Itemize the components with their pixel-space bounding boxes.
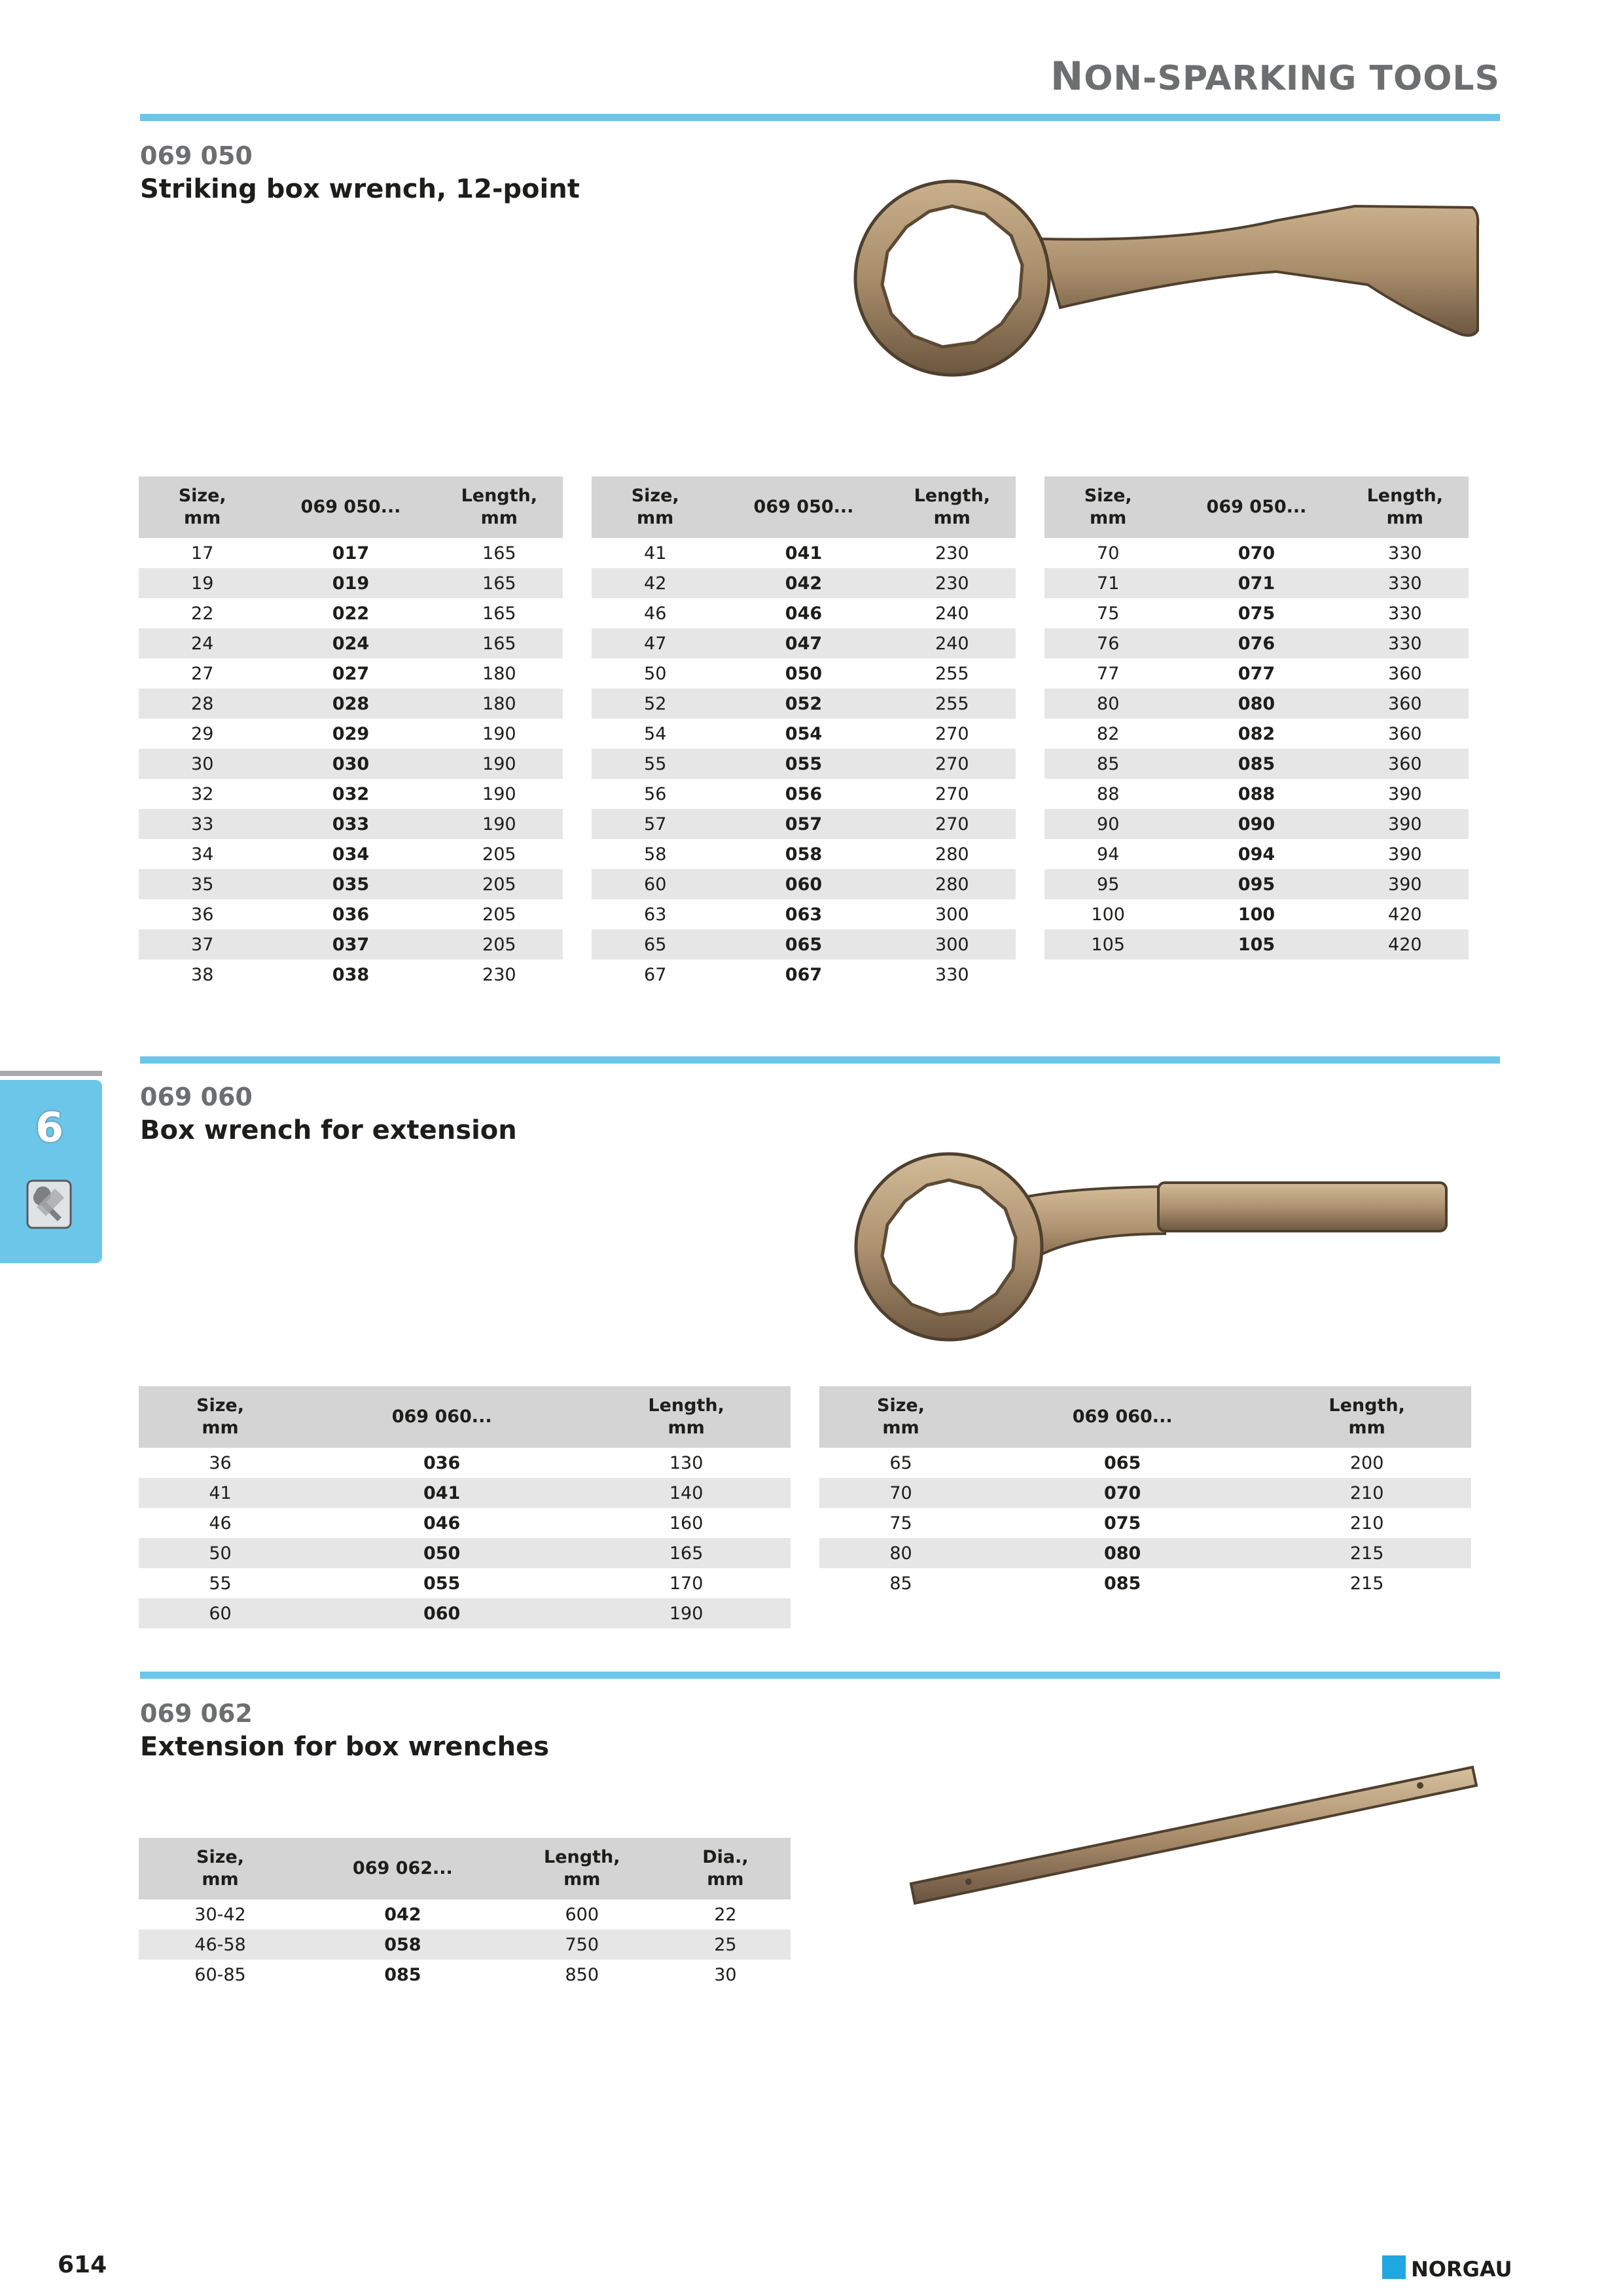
table-cell: 34 (191, 844, 214, 865)
table-cell: 165 (436, 568, 563, 598)
table-cell: 54 (644, 723, 667, 744)
table-cell: 270 (935, 723, 969, 744)
section-title: Box wrench for extension (140, 1115, 517, 1145)
table-cell: 028 (266, 689, 435, 719)
table-row (592, 568, 1016, 598)
table-cell: 70 (1097, 543, 1120, 564)
table-row (1044, 809, 1469, 839)
table-cell: 300 (889, 929, 1016, 960)
table-cell: 054 (785, 723, 823, 744)
section-code: 069 050 (140, 141, 253, 170)
table-cell: 390 (1388, 783, 1422, 804)
table-cell: 052 (719, 689, 888, 719)
table-cell: 022 (332, 603, 370, 624)
table-cell: 280 (889, 869, 1016, 899)
table-cell: 600 (565, 1904, 599, 1925)
size-table-2 (592, 476, 1016, 990)
table-cell: 088 (1238, 783, 1275, 804)
table-cell: 60-85 (194, 1964, 246, 1985)
table-cell: 47 (592, 628, 719, 658)
table-row (819, 1448, 1471, 1478)
table-row (139, 658, 563, 689)
table-cell: 280 (935, 844, 969, 865)
table-row (592, 960, 1016, 990)
table-cell: 56 (644, 783, 667, 804)
table-cell: 57 (592, 809, 719, 839)
section-rule (140, 1672, 1500, 1679)
table-cell: 230 (482, 964, 516, 985)
table-cell: 165 (482, 603, 516, 624)
table-cell: 230 (935, 543, 969, 564)
side-tab-rule (0, 1071, 102, 1076)
table-cell: 95 (1044, 869, 1171, 899)
table-cell: 063 (785, 904, 823, 925)
table-cell: 205 (436, 869, 563, 899)
table-cell: 850 (565, 1964, 599, 1985)
table-cell: 046 (423, 1513, 461, 1534)
table-row (139, 1598, 791, 1628)
table-cell: 047 (719, 628, 888, 658)
table-cell: 30-42 (194, 1904, 246, 1925)
table-cell: 200 (1349, 1452, 1384, 1473)
table-cell: 075 (1238, 603, 1275, 624)
box-wrench-extension-image (844, 1149, 1459, 1345)
table-row (139, 598, 563, 628)
table-cell: 255 (935, 663, 969, 684)
col-size: Size, mm (139, 1838, 302, 1899)
table-cell: 33 (139, 809, 266, 839)
col-size: Size, mm (139, 1386, 302, 1448)
header-rule (140, 114, 1500, 121)
table-cell: 070 (982, 1478, 1262, 1508)
col-length: Length, mm (436, 476, 563, 538)
table-row (1044, 929, 1469, 960)
col-length: Length, mm (582, 1386, 791, 1448)
table-cell: 36 (191, 904, 214, 925)
table-cell: 160 (669, 1513, 704, 1534)
col-length: Length, mm (504, 1838, 660, 1899)
table-cell: 180 (482, 663, 516, 684)
table-cell: 390 (1342, 809, 1469, 839)
table-cell: 32 (191, 783, 214, 804)
table-row (1044, 899, 1469, 929)
table-cell: 165 (582, 1538, 791, 1568)
table-row (139, 719, 563, 749)
table-cell: 190 (482, 723, 516, 744)
table-cell: 76 (1044, 628, 1171, 658)
table-row (1044, 869, 1469, 899)
table-cell: 27 (191, 663, 214, 684)
table-row (139, 1960, 791, 1990)
table-cell: 042 (719, 568, 888, 598)
table-cell: 100 (1238, 904, 1275, 925)
table-cell: 205 (482, 904, 516, 925)
table-cell: 085 (1103, 1573, 1141, 1594)
table-row (1044, 568, 1469, 598)
table-cell: 85 (1044, 749, 1171, 779)
table-cell: 071 (1171, 568, 1341, 598)
table-cell: 38 (191, 964, 214, 985)
col-article: 069 050... (266, 476, 435, 538)
table-cell: 085 (384, 1964, 421, 1985)
table-cell: 056 (785, 783, 823, 804)
table-cell: 085 (1171, 749, 1341, 779)
table-cell: 094 (1238, 844, 1275, 865)
table-cell: 215 (1349, 1573, 1384, 1594)
table-cell: 390 (1388, 844, 1422, 865)
table-cell: 057 (719, 809, 888, 839)
table-cell: 60 (139, 1598, 302, 1628)
table-row (139, 568, 563, 598)
table-cell: 35 (139, 869, 266, 899)
table-cell: 055 (719, 749, 888, 779)
col-length: Length, mm (889, 476, 1016, 538)
table-cell: 88 (1097, 783, 1120, 804)
table-cell: 017 (332, 543, 370, 564)
table-row (819, 1568, 1471, 1598)
table-row (592, 538, 1016, 568)
table-row (592, 749, 1016, 779)
table-row (139, 1538, 791, 1568)
table-cell: 033 (266, 809, 435, 839)
table-cell: 080 (982, 1538, 1262, 1568)
size-table-5 (819, 1386, 1471, 1598)
table-cell: 46 (644, 603, 667, 624)
table-cell: 94 (1097, 844, 1120, 865)
table-row (1044, 658, 1469, 689)
table-row (139, 779, 563, 809)
table-cell: 75 (1097, 603, 1120, 624)
table-row (139, 1568, 791, 1598)
table-row (139, 538, 563, 568)
table-cell: 55 (209, 1573, 232, 1594)
table-cell: 360 (1388, 723, 1422, 744)
table-cell: 29 (191, 723, 214, 744)
table-cell: 190 (482, 783, 516, 804)
table-cell: 63 (644, 904, 667, 925)
table-row (139, 749, 563, 779)
table-cell: 024 (266, 628, 435, 658)
table-cell: 255 (889, 689, 1016, 719)
col-length: Length, mm (1342, 476, 1469, 538)
col-diameter: Dia., mm (660, 1838, 791, 1899)
table-row (1044, 839, 1469, 869)
table-cell: 390 (1342, 869, 1469, 899)
table-row (592, 899, 1016, 929)
table-cell: 240 (935, 603, 969, 624)
col-size: Size, mm (139, 476, 266, 538)
table-cell: 30 (714, 1964, 737, 1985)
table-cell: 055 (423, 1573, 461, 1594)
table-cell: 71 (1044, 568, 1171, 598)
table-cell: 330 (935, 964, 969, 985)
table-cell: 165 (482, 543, 516, 564)
table-cell: 270 (889, 809, 1016, 839)
table-row (139, 960, 563, 990)
table-row (139, 628, 563, 658)
table-cell: 140 (582, 1478, 791, 1508)
table-cell: 105 (1044, 929, 1171, 960)
col-size: Size, mm (819, 1386, 982, 1448)
table-row (592, 658, 1016, 689)
table-cell: 65 (592, 929, 719, 960)
col-article: 069 050... (1171, 476, 1341, 538)
table-cell: 65 (889, 1452, 912, 1473)
table-cell: 82 (1097, 723, 1120, 744)
table-cell: 210 (1349, 1513, 1384, 1534)
table-cell: 22 (191, 603, 214, 624)
col-article: 069 060... (982, 1386, 1262, 1448)
table-cell: 041 (785, 543, 823, 564)
table-cell: 41 (644, 543, 667, 564)
table-cell: 270 (935, 783, 969, 804)
table-cell: 190 (582, 1598, 791, 1628)
table-row (592, 779, 1016, 809)
table-cell: 035 (266, 869, 435, 899)
table-row (592, 598, 1016, 628)
table-cell: 52 (592, 689, 719, 719)
table-cell: 28 (139, 689, 266, 719)
size-table-1 (139, 476, 563, 990)
table-cell: 029 (332, 723, 370, 744)
striking-box-wrench-image (844, 167, 1486, 389)
table-cell: 027 (332, 663, 370, 684)
section-code: 069 062 (140, 1699, 253, 1728)
size-table-4 (139, 1386, 791, 1628)
table-row (139, 1448, 791, 1478)
page-header-title: NON-SPARKING TOOLS (1050, 54, 1500, 99)
table-cell: 420 (1388, 904, 1422, 925)
size-table-3 (1044, 476, 1469, 960)
table-cell: 360 (1342, 689, 1469, 719)
table-cell: 55 (592, 749, 719, 779)
table-cell: 750 (504, 1929, 660, 1960)
col-article: 069 050... (719, 476, 888, 538)
table-cell: 036 (332, 904, 370, 925)
table-cell: 065 (1103, 1452, 1141, 1473)
table-row (1044, 749, 1469, 779)
table-cell: 058 (785, 844, 823, 865)
table-cell: 075 (1103, 1513, 1141, 1534)
col-size: Size, mm (592, 476, 719, 538)
table-row (139, 1478, 791, 1508)
col-article: 069 060... (302, 1386, 582, 1448)
table-row (139, 689, 563, 719)
table-cell: 042 (384, 1904, 421, 1925)
table-row (1044, 598, 1469, 628)
chapter-number: 6 (35, 1103, 64, 1151)
table-cell: 270 (889, 749, 1016, 779)
brand-logo-square (1382, 2255, 1406, 2279)
table-cell: 30 (139, 749, 266, 779)
table-cell: 80 (819, 1538, 982, 1568)
table-cell: 80 (1044, 689, 1171, 719)
table-cell: 215 (1262, 1538, 1471, 1568)
col-size: Size, mm (1044, 476, 1171, 538)
table-row (139, 839, 563, 869)
table-cell: 50 (139, 1538, 302, 1568)
table-row (139, 899, 563, 929)
table-cell: 060 (719, 869, 888, 899)
table-cell: 58 (644, 844, 667, 865)
table-cell: 030 (266, 749, 435, 779)
col-article: 069 062... (302, 1838, 504, 1899)
col-length: Length, mm (1262, 1386, 1471, 1448)
table-cell: 360 (1342, 749, 1469, 779)
table-cell: 070 (1238, 543, 1275, 564)
table-cell: 041 (302, 1478, 582, 1508)
table-cell: 050 (785, 663, 823, 684)
table-cell: 300 (935, 904, 969, 925)
brand-logo-text: NORGAU (1411, 2257, 1512, 2282)
section-title: Extension for box wrenches (140, 1732, 550, 1762)
table-cell: 360 (1388, 663, 1422, 684)
table-cell: 25 (660, 1929, 791, 1960)
section-code: 069 060 (140, 1083, 253, 1111)
table-cell: 165 (436, 628, 563, 658)
table-cell: 240 (889, 628, 1016, 658)
table-cell: 190 (436, 749, 563, 779)
table-row (139, 929, 563, 960)
table-cell: 034 (332, 844, 370, 865)
table-cell: 85 (889, 1573, 912, 1594)
table-cell: 037 (266, 929, 435, 960)
size-table-6 (139, 1838, 791, 1990)
table-cell: 67 (644, 964, 667, 985)
section-title: Striking box wrench, 12-point (140, 174, 580, 204)
table-row (592, 719, 1016, 749)
table-cell: 330 (1342, 568, 1469, 598)
table-row (139, 1929, 791, 1960)
table-row (1044, 779, 1469, 809)
table-row (819, 1538, 1471, 1568)
table-cell: 330 (1388, 603, 1422, 624)
table-cell: 19 (139, 568, 266, 598)
table-cell: 046 (785, 603, 823, 624)
table-row (819, 1508, 1471, 1538)
table-cell: 37 (139, 929, 266, 960)
section-rule (140, 1056, 1500, 1064)
table-cell: 105 (1171, 929, 1341, 960)
table-cell: 70 (819, 1478, 982, 1508)
table-cell: 330 (1388, 543, 1422, 564)
table-cell: 50 (644, 663, 667, 684)
table-cell: 038 (332, 964, 370, 985)
table-cell: 080 (1171, 689, 1341, 719)
table-row (139, 809, 563, 839)
table-cell: 17 (191, 543, 214, 564)
table-row (139, 1899, 791, 1929)
table-cell: 46 (209, 1513, 232, 1534)
table-cell: 230 (889, 568, 1016, 598)
table-row (592, 809, 1016, 839)
table-row (592, 839, 1016, 869)
table-cell: 032 (332, 783, 370, 804)
table-cell: 205 (482, 844, 516, 865)
table-cell: 065 (719, 929, 888, 960)
extension-bar-image (903, 1761, 1479, 1924)
table-row (139, 869, 563, 899)
table-row (592, 869, 1016, 899)
table-cell: 130 (669, 1452, 704, 1473)
table-cell: 42 (592, 568, 719, 598)
table-cell: 205 (436, 929, 563, 960)
table-row (592, 628, 1016, 658)
table-cell: 019 (266, 568, 435, 598)
table-cell: 36 (209, 1452, 232, 1473)
table-cell: 190 (436, 809, 563, 839)
table-cell: 036 (423, 1452, 461, 1473)
table-cell: 330 (1342, 628, 1469, 658)
table-cell: 082 (1238, 723, 1275, 744)
table-row (1044, 719, 1469, 749)
page-number: 614 (58, 2251, 107, 2278)
table-cell: 420 (1342, 929, 1469, 960)
table-cell: 77 (1097, 663, 1120, 684)
table-cell: 41 (139, 1478, 302, 1508)
table-cell: 170 (669, 1573, 704, 1594)
table-cell: 095 (1171, 869, 1341, 899)
table-cell: 24 (139, 628, 266, 658)
table-cell: 180 (436, 689, 563, 719)
table-cell: 100 (1091, 904, 1125, 925)
table-cell: 050 (302, 1538, 582, 1568)
table-row (592, 929, 1016, 960)
table-row (592, 689, 1016, 719)
table-row (1044, 538, 1469, 568)
wrench-icon (26, 1179, 72, 1229)
table-cell: 46-58 (139, 1929, 302, 1960)
table-cell: 060 (302, 1598, 582, 1628)
table-cell: 22 (714, 1904, 737, 1925)
table-cell: 076 (1171, 628, 1341, 658)
table-cell: 090 (1171, 809, 1341, 839)
table-cell: 60 (592, 869, 719, 899)
table-cell: 210 (1262, 1478, 1471, 1508)
table-row (1044, 628, 1469, 658)
table-cell: 90 (1044, 809, 1171, 839)
table-cell: 058 (302, 1929, 504, 1960)
table-row (1044, 689, 1469, 719)
table-row (819, 1478, 1471, 1508)
table-cell: 75 (889, 1513, 912, 1534)
table-cell: 077 (1238, 663, 1275, 684)
table-cell: 067 (785, 964, 823, 985)
table-row (139, 1508, 791, 1538)
